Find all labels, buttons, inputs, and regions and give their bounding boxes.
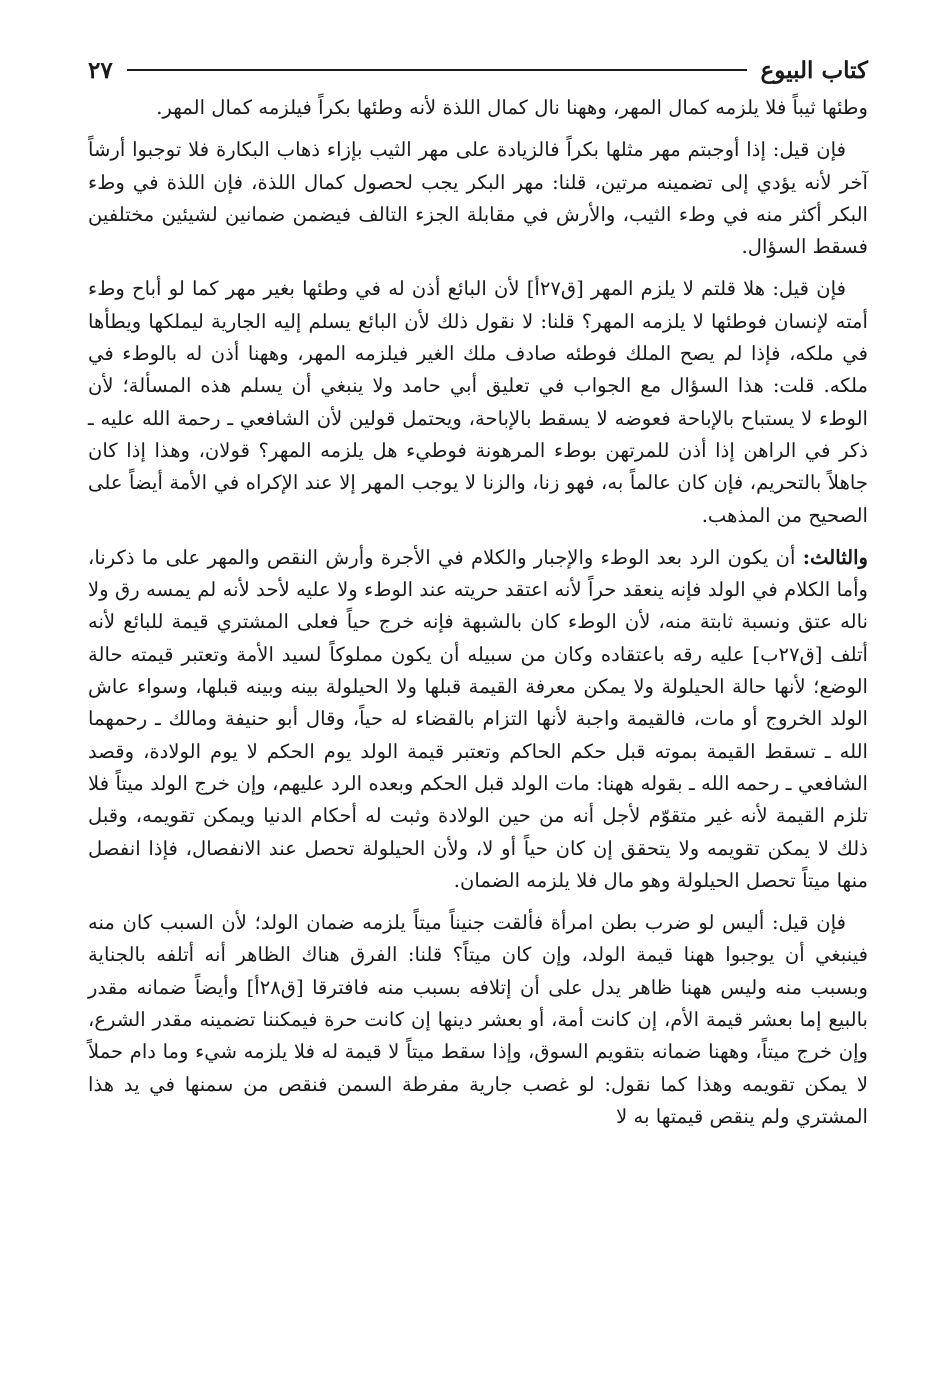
header-rule: [127, 69, 747, 71]
paragraph-text: فإن قيل: أليس لو ضرب بطن امرأة فألقت جنيناً ميتاً يلزمه ضمان الولد؛ لأن السبب كان منه فينبغي أن يوجبوا ههنا قيمة الولد، وإن كان ميتاً؟ قلنا: الفرق هناك الظاهر أنه أتلفه بالجناية وبسبب منه وليس ههنا ظاهر يدل على أن إتلافه بسبب منه فافترقا [ق٢٨أ] وأيضاً ضمانه مقدر بالبيع إما بعشر قيمة الأم، إن كانت أمة، أو بعشر دينها إن كانت حرة فيمكننا تضمينه مقدر الشرع، وإن خرج ميتاً، وههنا ضمانه بتقويم السوق، وإذا سقط ميتاً لا قيمة له فلا يلزمه شيء وما دام حملاً لا يمكن تقويمه وهذا كما نقول: لو غصب جارية مفرطة السمن فنقص من سمنها في يد هذا المشتري ولم ينقص قيمتها به لا: [88, 911, 868, 1128]
paragraph-text: أن يكون الرد بعد الوطء والإجبار والكلام في الأجرة وأرش النقص والمهر على ما ذكرنا، وأما الكلام في الولد فإنه ينعقد حراً لأنه اعتقد حريته عند الوطء ولا عليه لأحد لأنه لم يمسه رق ولا ناله عتق ونسبة ثابتة منه، لأن الوطء كان بالشبهة فإنه خرج حياً فعلى المشتري قيمة للبائع لأنه أتلف [ق٢٧ب] عليه رقه باعتقاده وكان من سبيله أن يكون مملوكاً لسيد الأمة وتعتبر قيمته حالة الوضع؛ لأنها حالة الحيلولة ولا يمكن معرفة القيمة قبلها ولا الحيلولة بينه وبينه قبلها، وسواء عاش الولد الخروج أو مات، فالقيمة واجبة لأنها التزام بالقضاء له حياً، وقال أبو حنيفة ومالك ـ رحمهما الله ـ تسقط القيمة بموته قبل حكم الحاكم وتعتبر قيمة الولد يوم الحكم لا يوم الولادة، وقصد الشافعي ـ رحمه الله ـ بقوله ههنا: مات الولد قبل الحكم وبعده الرد عليهم، وإن خرج الولد ميتاً فلا تلزم القيمة لأنه غير متقوّم لأجل أنه من حين الولادة وثبت له أحكام الدنيا ويمكن تقويمه، وقبل ذلك لا يمكن تقويمه ولا يتحقق إن كان حياً أو لا، ولأن الحيلولة تحصل عند الانفصال، فإذا انفصل منها ميتاً تحصل الحيلولة وهو مال فلا يلزمه الضمان.: [88, 545, 868, 892]
paragraph-text: وطئها ثيباً فلا يلزمه كمال المهر، وههنا نال كمال اللذة لأنه وطئها بكراً فيلزمه كمال المهر.: [156, 96, 868, 119]
paragraph-objection-virgin-dowry: [88, 134, 868, 263]
paragraph-objection-fetus: [88, 907, 868, 1133]
paragraph-text: فإن قيل: إذا أوجبتم مهر مثلها بكراً فالزيادة على مهر الثيب بإزاء ذهاب البكارة فلا توجبوا أرشاً آخر لأنه يؤدي إلى تضمينه مرتين، قلنا: مهر البكر يجب لحصول كمال اللذة، فإن اللذة في وطء البكر أكثر منه في وطء الثيب، والأرش في مقابلة الجزء التالف فيضمن ضمانين لشيئين مختلفين فسقط السؤال.: [88, 138, 868, 259]
page-number: ٢٧: [88, 56, 113, 84]
paragraph-text: فإن قيل: هلا قلتم لا يلزم المهر [ق٢٧أ] لأن البائع أذن له في وطئها بغير مهر كما لو أباح وطء أمته لإنسان فوطئها لا يلزمه المهر؟ قلنا: لا نقول ذلك لأن البائع يسلم إليه الجارية ليملكها ويطأها في ملكه، فإذا لم يصح الملك فوطئه صادف ملك الغير فيلزمه المهر، وههنا أذن له بالوطء في ملكه. قلت: هذا السؤال مع الجواب في تعليق أبي حامد ولا ينبغي أن يسلم هذه المسألة؛ لأن الوطء لا يستباح بالإباحة فعوضه لا يسقط بالإباحة، ويحتمل قولين لأن الشافعي ـ رحمة الله عليه ـ ذكر في الراهن إذا أذن للمرتهن بوطء المرهونة فوطيء هل يلزمه المهر؟ قولان، وهذا إذا كان جاهلاً بالتحريم، فإن كان عالماً به، فهو زنا، والزنا لا يوجب المهر إلا عند الإكراه في الأمة أيضاً على الصحيح من المذهب.: [88, 277, 868, 527]
book-page: [88, 52, 868, 1143]
paragraph-continuation: [88, 92, 868, 124]
paragraph-third-case: [88, 542, 868, 897]
paragraph-lead: والثالث:: [802, 545, 868, 569]
book-title: كتاب البيوع: [760, 56, 868, 84]
paragraph-objection-seller-permission: [88, 273, 868, 531]
running-header: [88, 52, 868, 88]
